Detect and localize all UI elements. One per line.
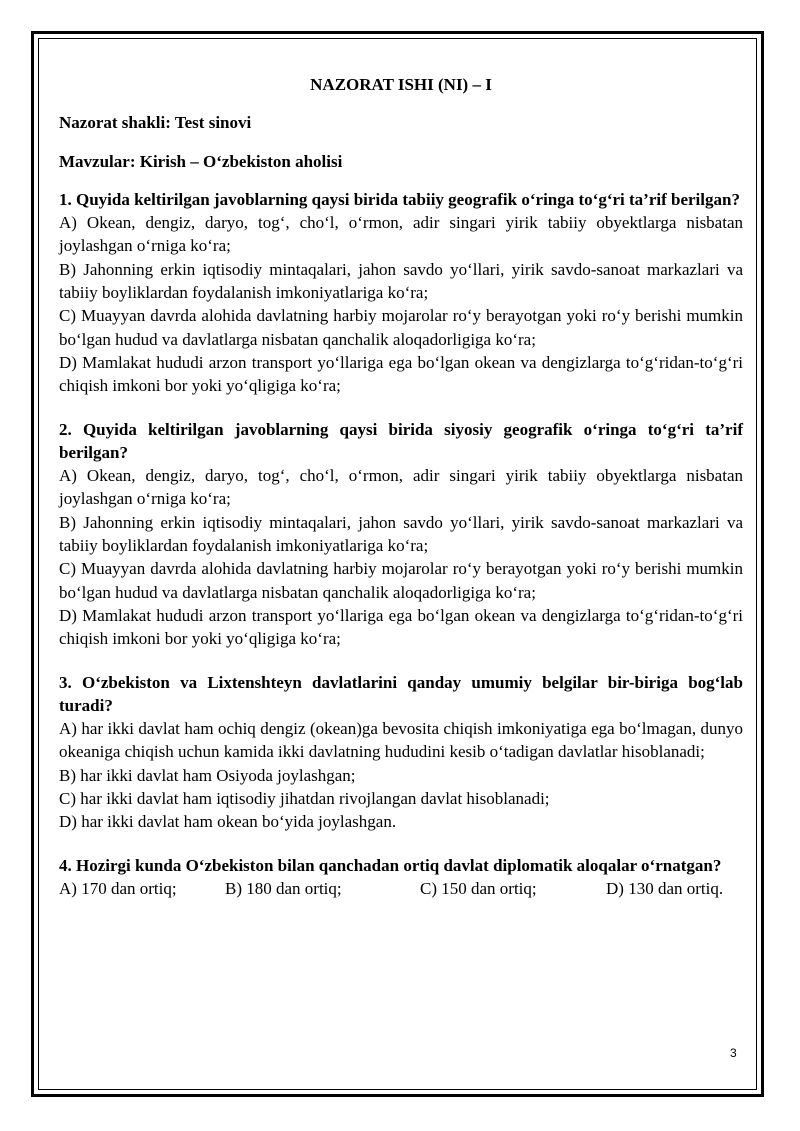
answer-option-d: D) har ikki davlat ham okean bo‘yida joylashgan. <box>59 812 397 832</box>
document-content <box>59 73 743 920</box>
question-text: 3. O‘zbekiston va Lixtenshteyn davlatlarini qanday umumiy belgilar bir-biriga bog‘lab turadi? <box>59 672 743 715</box>
answer-option-d: D) 130 dan ortiq. <box>606 878 724 898</box>
question-1 <box>59 188 743 398</box>
answer-option-b: B) Jahonning erkin iqtisodiy mintaqalari, jahon savdo yo‘llari, yirik savdo-sanoat markazlari va tabiiy boyliklardan foydalanish imkoniyatlariga ko‘ra; <box>59 259 743 303</box>
document-title: NAZORAT ISHI (NI) – I <box>310 75 492 94</box>
question-text: 4. Hozirgi kunda O‘zbekiston bilan qanchadan ortiq davlat diplomatik aloqalar o‘rnatgan? <box>59 855 722 875</box>
answer-option-b: B) Jahonning erkin iqtisodiy mintaqalari, jahon savdo yo‘llari, yirik savdo-sanoat markazlari va tabiiy boyliklardan foydalanish imkoniyatlariga ko‘ra; <box>59 512 743 556</box>
answer-option-a: A) Okean, dengiz, daryo, tog‘, cho‘l, o‘rmon, adir singari yirik tabiiy obyektlarga nisbatan joylashgan o‘rniga ko‘ra; <box>59 213 743 256</box>
topics-line: Mavzular: Kirish – O‘zbekiston aholisi <box>59 151 343 171</box>
page-number: 3 <box>730 1046 737 1060</box>
answer-option-c: C) 150 dan ortiq; <box>420 878 537 898</box>
control-form: Nazorat shakli: Test sinovi <box>59 113 252 133</box>
answer-option-d: D) Mamlakat hududi arzon transport yo‘llariga ega bo‘lgan okean va dengizlarga to‘g‘ridan-to‘g‘ri chiqish imkoni bor yoki yo‘qligiga ko‘ra; <box>59 352 743 396</box>
question-2 <box>59 418 743 651</box>
answer-option-c: C) Muayyan davrda alohida davlatning harbiy mojarolar ro‘y berayotgan yoki ro‘y berishi mumkin bo‘lgan hudud va davlatlarga nisbatan qanchalik aloqadorligiga ko‘ra; <box>59 559 743 602</box>
answer-options-row <box>59 877 743 900</box>
question-text: 2. Quyida keltirilgan javoblarning qaysi birida siyosiy geografik o‘ringa to‘g‘ri ta’rif berilgan? <box>59 419 743 462</box>
question-4 <box>59 854 743 901</box>
answer-option-a: A) 170 dan ortiq; <box>59 878 177 898</box>
answer-option-c: C) Muayyan davrda alohida davlatning harbiy mojarolar ro‘y berayotgan yoki ro‘y berishi mumkin bo‘lgan hudud va davlatlarga nisbatan qanchalik aloqadorligiga ko‘ra; <box>59 306 743 349</box>
answer-option-a: A) Okean, dengiz, daryo, tog‘, cho‘l, o‘rmon, adir singari yirik tabiiy obyektlarga nisbatan joylashgan o‘rniga ko‘ra; <box>59 466 743 509</box>
answer-option-a: A) har ikki davlat ham ochiq dengiz (okean)ga bevosita chiqish imkoniyatiga ega bo‘lmagan, dunyo okeaniga chiqish uchun kamida ikki davlatning hududini kesib o‘tadigan davlatlar hisoblanadi; <box>59 719 743 762</box>
answer-option-c: C) har ikki davlat ham iqtisodiy jihatdan rivojlangan davlat hisoblanadi; <box>59 789 550 809</box>
answer-option-b: B) har ikki davlat ham Osiyoda joylashgan; <box>59 765 356 785</box>
answer-option-b: B) 180 dan ortiq; <box>225 878 342 898</box>
question-3 <box>59 671 743 834</box>
question-text: 1. Quyida keltirilgan javoblarning qaysi birida tabiiy geografik o‘ringa to‘g‘ri ta’rif berilgan? <box>59 189 740 209</box>
answer-option-d: D) Mamlakat hududi arzon transport yo‘llariga ega bo‘lgan okean va dengizlarga to‘g‘ridan-to‘g‘ri chiqish imkoni bor yoki yo‘qligiga ko‘ra; <box>59 605 743 649</box>
